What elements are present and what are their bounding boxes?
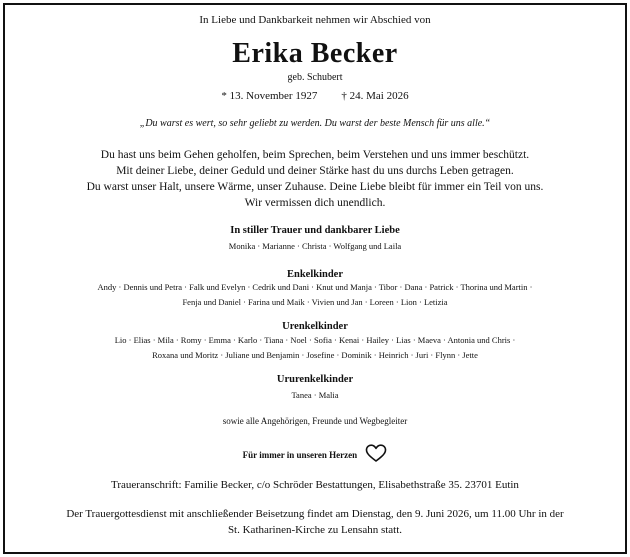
- tribute-text: [0, 147, 630, 211]
- tribute-line: Du hast uns beim Gehen geholfen, beim Sprechen, beim Verstehen und uns immer beschützt.: [100, 149, 530, 161]
- service-line: Der Trauergottesdienst mit anschließender Beisetzung findet am Dienstag, den 9. Juni 2026, um 11.00 Uhr in der: [66, 508, 564, 520]
- deceased-name: Erika Becker: [232, 38, 398, 69]
- names-line: Lio · Elias · Mila · Romy · Emma · Karlo · Tiana · Noel · Sofia · Kenai · Hailey · Lias · Maeva · Antonia und Chris ·: [114, 335, 516, 345]
- mourners-names: [0, 239, 630, 254]
- quote: „Du warst es wert, so sehr geliebt zu werden. Du warst der beste Mensch für uns alle.“: [139, 118, 491, 129]
- intro-line: In Liebe und Dankbarkeit nehmen wir Abschied von: [199, 14, 431, 26]
- tribute-line: Du warst unser Halt, unsere Wärme, unser Zuhause. Deine Liebe bleibt für immer ein Teil von uns.: [86, 181, 544, 193]
- maiden-name: geb. Schubert: [287, 72, 343, 83]
- names-line: Fenja und Daniel · Farina und Maik · Vivien und Jan · Loreen · Lion · Letizia: [182, 297, 448, 307]
- others-line: sowie alle Angehörigen, Freunde und Wegbegleiter: [222, 416, 408, 426]
- names-line: Roxana und Moritz · Juliane und Benjamin · Josefine · Dominik · Heinrich · Juri · Flynn · Jette: [152, 350, 478, 360]
- names-line: Andy · Dennis und Petra · Falk und Evelyn · Cedrik und Dani · Knut und Manja · Tibor · Dana · Patrick · Thorina und Martin ·: [97, 282, 533, 292]
- mourning-address: Traueranschrift: Familie Becker, c/o Schröder Bestattungen, Elisabethstraße 35. 23701 Eutin: [111, 479, 519, 491]
- great-great-grandchildren-heading: Ururenkelkinder: [276, 374, 354, 385]
- great-great-grandchildren-names: [0, 388, 630, 403]
- birth-date: * 13. November 1927: [221, 90, 318, 102]
- tribute-line: Wir vermissen dich unendlich.: [244, 197, 386, 209]
- grandchildren-heading: Enkelkinder: [286, 269, 344, 280]
- names-line: Monika · Marianne · Christa · Wolfgang und Laila: [228, 241, 402, 251]
- life-dates: [0, 90, 630, 102]
- heart-outline-icon: [365, 444, 387, 465]
- mourners-heading: In stiller Trauer und dankbarer Liebe: [230, 225, 400, 236]
- closing-line: [0, 444, 630, 465]
- great-grandchildren-names: [0, 333, 630, 363]
- names-line: Tanea · Malia: [291, 390, 339, 400]
- tribute-line: Mit deiner Liebe, deiner Geduld und deiner Stärke hast du uns durchs Leben getragen.: [116, 165, 514, 177]
- service-info: [0, 506, 630, 538]
- great-grandchildren-heading: Urenkelkinder: [282, 321, 348, 332]
- service-line: St. Katharinen-Kirche zu Lensahn statt.: [227, 524, 403, 536]
- closing-text: Für immer in unseren Herzen: [242, 449, 358, 460]
- death-date: † 24. Mai 2026: [341, 90, 409, 102]
- grandchildren-names: [0, 280, 630, 310]
